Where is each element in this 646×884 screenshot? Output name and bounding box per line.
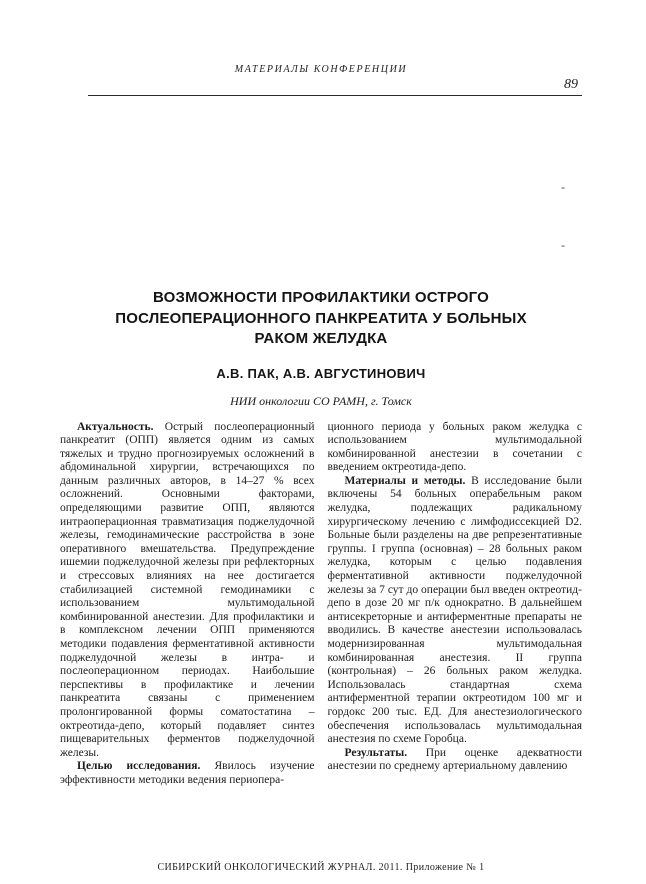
article-affiliation: НИИ онкологии СО РАМН, г. Томск — [230, 393, 412, 408]
text-columns — [60, 421, 582, 788]
header-rule — [88, 95, 582, 96]
paragraph-lead: Результаты. — [344, 746, 408, 759]
title-line: ВОЗМОЖНОСТИ ПРОФИЛАКТИКИ ОСТРОГО — [152, 289, 490, 306]
paragraph-text: Острый послеоперационный панкреатит (ОПП) является одним из самых тяжелых и трудно прогнозируемых осложнений в абдоминальной хирургии, встречающихся по данным различных авторов, в 14–27 % всех осложнений. Основными факторами, определяющими развитие ОПП, являются интраоперационная травматизация поджелудочной железы, гемодинамические расстройства в зоне оперативного вмешательства. Предупреждение ишемии поджелудочной железы при рефлекторных и стрессовых влияниях на нее достигается стабилизацией системной гемодинамики с использованием мультимодальной комбинированной анестезии. Для профилактики и в комплексном лечении ОПП применяются методики подавления ферментативной активности поджелудочной железы в интра- и послеоперационном периодах. Наибольшие перспективы в профилактике и лечении панкреатита связаны с применением пролонгированной формы соматостатина – октреотида-депо, который подавляет синтез пищеварительных ферментов поджелудочной железы. — [60, 420, 315, 759]
paragraph-text: Явилось изучение эффективности методики ведения периопера- — [60, 760, 315, 786]
article-title — [60, 288, 582, 350]
title-line: РАКОМ ЖЕЛУДКА — [254, 330, 388, 347]
paragraph — [328, 475, 583, 747]
paragraph-text: При оценке адекватности анестезии по среднему артериальному давлению — [327, 746, 582, 773]
page-number: 89 — [564, 77, 578, 92]
article-authors: А.В. ПАК, А.В. АВГУСТИНОВИЧ — [216, 365, 426, 381]
paragraph — [60, 760, 315, 787]
page-content — [0, 64, 646, 788]
left-column — [60, 421, 315, 788]
article — [60, 288, 582, 788]
page-header — [60, 64, 582, 96]
right-column — [328, 421, 583, 788]
paragraph-text: В исследование были включены 54 больных операбельным раком желудка, подлежащих радикальному хирургическому лечению с лимфодиссекцией D2. Больные были разделены на две репрезентативные группы. I группа (основная) – 28 больных раком желудка, которым с целью подавления ферментативной активности поджелудочной железы за 7 сут до операции был введен октреотид-депо в дозе 20 мг п/к однократно. В дальнейшем антисекреторные и антиферментные препараты не вводились. В качестве анестезии использовалась модернизированная мультимодальная комбинированная анестезия. II группа (контрольная) – 26 больных раком желудка. Использовалась стандартная схема антиферментной терапии октреотидом 100 мг и гордокс 200 тыс. ЕД. Для анестезиологического обеспечения использовалась мультимодальная анестезия по схеме Горобца. — [327, 474, 583, 746]
paragraph — [328, 421, 583, 475]
paragraph-lead: Целью исследования. — [77, 760, 201, 773]
title-line: ПОСЛЕОПЕРАЦИОННОГО ПАНКРЕАТИТА У БОЛЬНЫХ — [115, 309, 527, 327]
paragraph — [328, 747, 583, 774]
paragraph-lead: Материалы и методы. — [344, 474, 466, 487]
scan-mark: - — [561, 238, 565, 252]
running-head: МАТЕРИАЛЫ КОНФЕРЕНЦИИ — [234, 64, 408, 75]
paragraph-text: ционного периода у больных раком желудка с использованием мультимодальной комбинированной анестезии в сочетании с введением октреотида-депо. — [327, 420, 582, 474]
scan-mark: - — [561, 180, 565, 194]
paragraph-lead: Актуальность. — [77, 420, 154, 433]
page-footer: СИБИРСКИЙ ОНКОЛОГИЧЕСКИЙ ЖУРНАЛ. 2011. Приложение № 1 — [157, 862, 485, 873]
journal-page — [0, 64, 646, 873]
paragraph — [60, 421, 315, 761]
